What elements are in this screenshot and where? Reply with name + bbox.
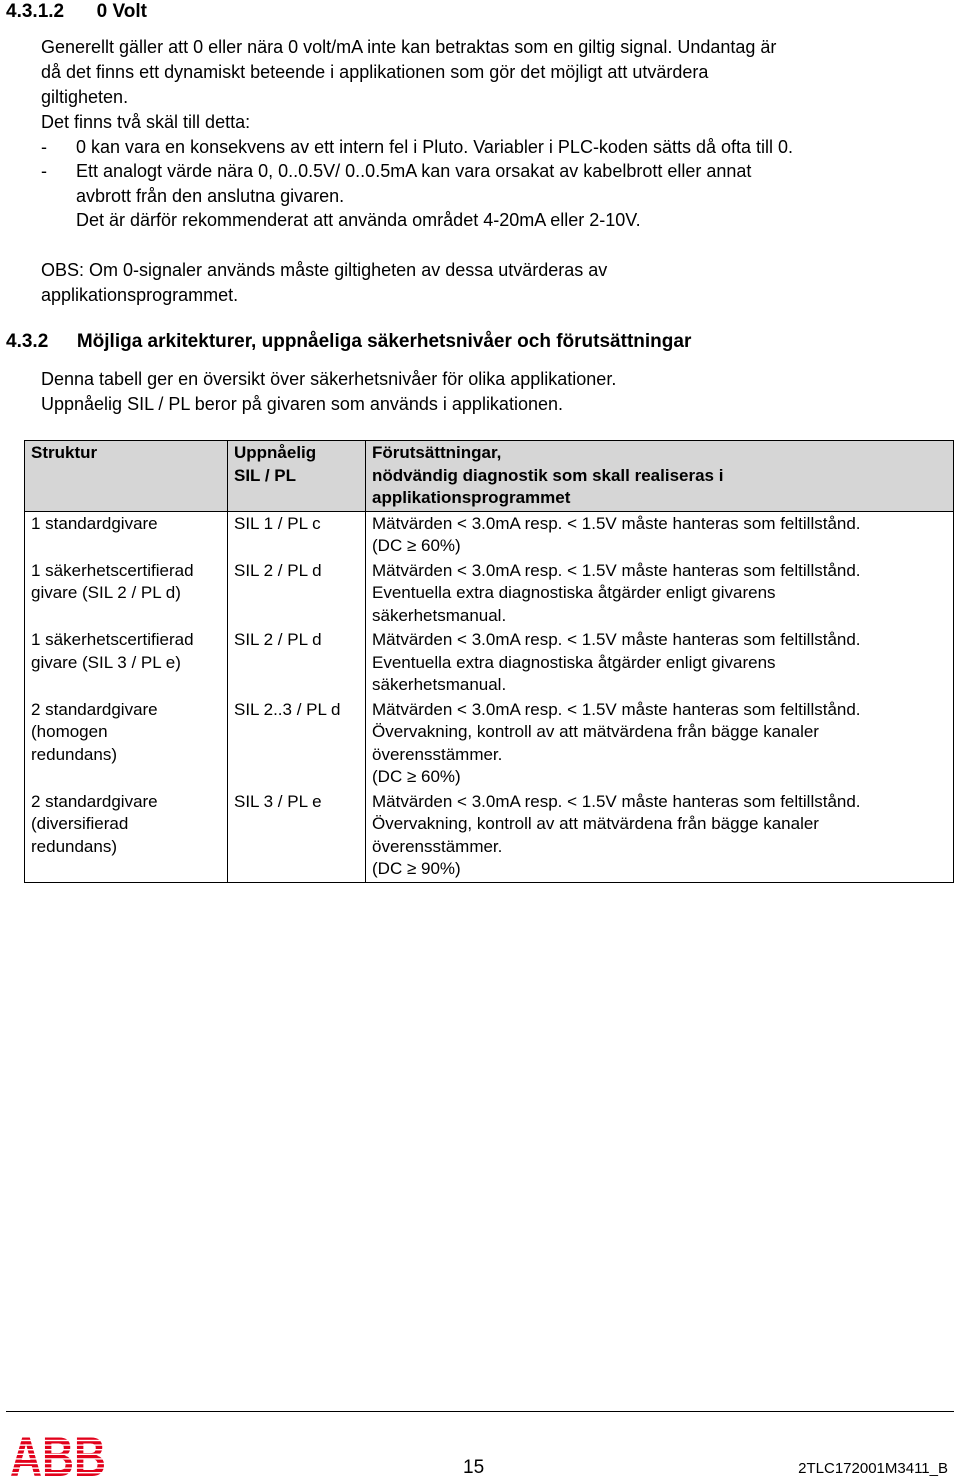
note-line: OBS: Om 0-signaler används måste giltigheten av dessa utvärderas av <box>41 260 608 280</box>
cell-line: Eventuella extra diagnostiska åtgärder enligt givarens <box>372 583 776 602</box>
document-id: 2TLC172001M3411_B <box>798 1460 948 1477</box>
table-row <box>25 628 954 698</box>
header-line: Uppnåelig <box>234 443 317 462</box>
bullet-text: avbrott från den anslutna givaren. <box>76 186 345 206</box>
cell-line: säkerhetsmanual. <box>372 605 507 625</box>
section-number: 4.3.1.2 <box>6 1 65 22</box>
cell-line: redundans) <box>31 744 118 764</box>
cell-line: 1 standardgivare <box>31 513 158 533</box>
cell-line: Eventuella extra diagnostiska åtgärder enligt givarens <box>372 652 776 672</box>
cell-line: 1 säkerhetscertifierad <box>31 560 194 580</box>
header-conditions <box>366 441 954 512</box>
table-row <box>25 559 954 629</box>
paragraph-line: Generellt gäller att 0 eller nära 0 volt/mA inte kan betraktas som en giltig signal. Undantag är <box>41 37 777 57</box>
section-title: Möjliga arkitekturer, uppnåeliga säkerhetsnivåer och förutsättningar <box>76 331 692 352</box>
sil-pl-table <box>24 440 954 883</box>
cell-conditions <box>366 511 954 559</box>
header-structure <box>25 441 228 512</box>
paragraph-line: då det finns ett dynamiskt beteende i applikationen som gör det möjligt att utvärdera <box>41 62 709 82</box>
cell-line: Övervakning, kontroll av att mätvärdena från bägge kanaler <box>372 722 819 741</box>
table-header-row <box>25 441 954 512</box>
paragraph-line: Denna tabell ger en översikt över säkerhetsnivåer för olika applikationer. <box>41 369 617 389</box>
header-line: SIL / PL <box>234 465 297 485</box>
cell-structure <box>25 559 228 629</box>
bullet-marker: - <box>41 161 47 181</box>
cell-line: överensstämmer. <box>372 744 503 764</box>
cell-sil <box>228 698 366 790</box>
bullet-text: Det är därför rekommenderat att använda området 4-20mA eller 2-10V. <box>76 210 641 230</box>
cell-line: överensstämmer. <box>372 836 503 856</box>
cell-line: SIL 3 / PL e <box>234 791 322 811</box>
cell-line: (DC ≥ 60%) <box>372 536 461 555</box>
cell-sil <box>228 790 366 883</box>
cell-line: Mätvärden < 3.0mA resp. < 1.5V måste hanteras som feltillstånd. <box>372 513 861 533</box>
cell-line: SIL 2 / PL d <box>234 560 322 580</box>
cell-structure <box>25 698 228 790</box>
header-sil-pl <box>228 441 366 512</box>
cell-line: Mätvärden < 3.0mA resp. < 1.5V måste hanteras som feltillstånd. <box>372 791 861 811</box>
page-number: 15 <box>463 1457 485 1478</box>
cell-line: Mätvärden < 3.0mA resp. < 1.5V måste hanteras som feltillstånd. <box>372 630 861 649</box>
cell-conditions <box>366 628 954 698</box>
cell-line: Mätvärden < 3.0mA resp. < 1.5V måste hanteras som feltillstånd. <box>372 699 861 719</box>
cell-line: 2 standardgivare <box>31 791 158 811</box>
cell-line: redundans) <box>31 836 118 856</box>
footer-rule <box>6 1411 954 1412</box>
cell-structure <box>25 511 228 559</box>
cell-line: SIL 2..3 / PL d <box>234 699 341 719</box>
cell-line: givare (SIL 2 / PL d) <box>31 583 181 602</box>
header-line: Struktur <box>31 443 98 462</box>
cell-line: Övervakning, kontroll av att mätvärdena från bägge kanaler <box>372 814 819 833</box>
section-heading-0-volt <box>6 0 147 24</box>
cell-sil <box>228 628 366 698</box>
cell-structure <box>25 628 228 698</box>
cell-structure <box>25 790 228 883</box>
cell-line: säkerhetsmanual. <box>372 675 507 694</box>
cell-conditions <box>366 698 954 790</box>
note-line: applikationsprogrammet. <box>41 285 239 305</box>
table-row <box>25 511 954 559</box>
cell-line: SIL 2 / PL d <box>234 630 322 649</box>
bullet-text: Ett analogt värde nära 0, 0..0.5V/ 0..0.5mA kan vara orsakat av kabelbrott eller annat <box>76 161 752 181</box>
paragraph-line: Uppnåelig SIL / PL beror på givaren som används i applikationen. <box>41 394 563 414</box>
cell-line: givare (SIL 3 / PL e) <box>31 652 181 672</box>
bullet-marker: - <box>41 137 47 157</box>
cell-line: (homogen <box>31 722 108 741</box>
cell-line: Mätvärden < 3.0mA resp. < 1.5V måste hanteras som feltillstånd. <box>372 560 861 580</box>
header-line: nödvändig diagnostik som skall realiseras i <box>372 465 724 485</box>
table-row <box>25 698 954 790</box>
cell-sil <box>228 511 366 559</box>
cell-line: 2 standardgivare <box>31 699 158 719</box>
section-title: 0 Volt <box>96 1 147 22</box>
cell-conditions <box>366 559 954 629</box>
paragraph-line: giltigheten. <box>41 87 129 107</box>
paragraph-line: Det finns två skäl till detta: <box>41 112 251 132</box>
section-number: 4.3.2 <box>6 331 49 352</box>
cell-line: (diversifierad <box>31 814 129 833</box>
cell-line: 1 säkerhetscertifierad <box>31 630 194 649</box>
cell-line: (DC ≥ 60%) <box>372 767 461 786</box>
cell-line: SIL 1 / PL c <box>234 513 321 533</box>
header-line: applikationsprogrammet <box>372 488 571 507</box>
cell-sil <box>228 559 366 629</box>
cell-line: (DC ≥ 90%) <box>372 859 461 878</box>
abb-logo <box>10 1432 106 1478</box>
cell-conditions <box>366 790 954 883</box>
bullet-text: 0 kan vara en konsekvens av ett intern fel i Pluto. Variabler i PLC-koden sätts då ofta till 0. <box>76 137 794 157</box>
table-row <box>25 790 954 883</box>
header-line: Förutsättningar, <box>372 443 502 462</box>
section-heading-architectures <box>6 330 691 354</box>
